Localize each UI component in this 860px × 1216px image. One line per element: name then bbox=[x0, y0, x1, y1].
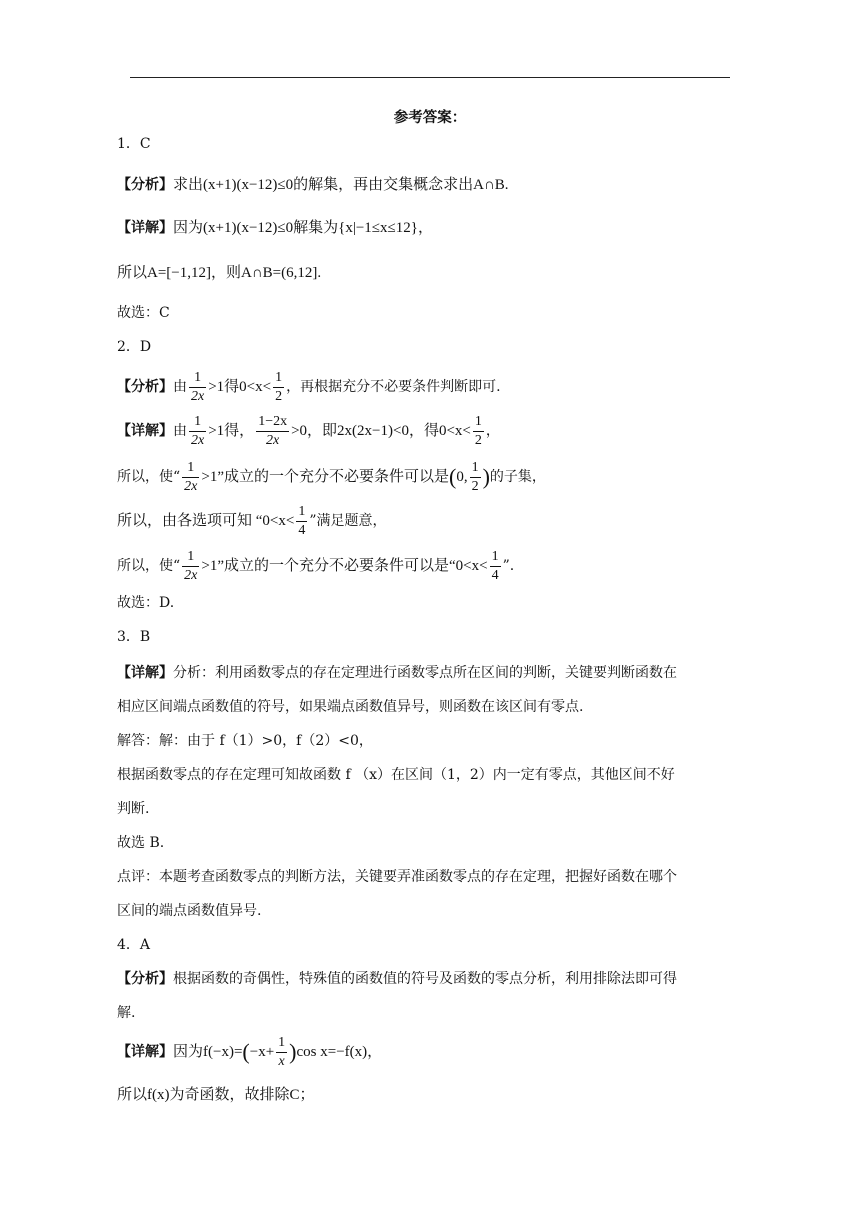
q1-choice: 故选：C bbox=[117, 305, 170, 321]
q4-line: 所以f(x)为奇函数，故排除C； bbox=[117, 1087, 315, 1103]
q2-line3-part: 所以，使“ bbox=[117, 469, 181, 485]
q4-number: 4．A bbox=[117, 937, 151, 953]
q2-analysis bbox=[117, 368, 501, 406]
q1-detail bbox=[117, 218, 433, 238]
q3-number: 3．B bbox=[117, 629, 151, 645]
q3-line: 解答：解：由于 f（1）>0，f（2）<0， bbox=[117, 733, 373, 749]
fraction bbox=[473, 415, 484, 448]
fraction-numerator: 1 bbox=[490, 550, 501, 567]
fraction-numerator: 1 bbox=[470, 461, 481, 478]
q2-detail-part: ， bbox=[485, 423, 500, 439]
q4-detail bbox=[117, 1033, 382, 1071]
q2-line5 bbox=[117, 547, 514, 585]
q2-analysis-part: >1得0<x< bbox=[208, 379, 272, 395]
fraction-denominator: x bbox=[278, 1053, 285, 1069]
fraction-numerator: 1−2x bbox=[256, 415, 289, 432]
q2-line4 bbox=[117, 502, 387, 540]
q2-line4-part: ”满足题意， bbox=[309, 513, 387, 529]
q1-conclusion: 所以A=[−1,12]，则A∩B=(6,12]. bbox=[117, 265, 322, 281]
q3-line: 分析：利用函数零点的存在定理进行函数零点所在区间的判断，关键要判断函数在 bbox=[173, 665, 677, 681]
q2-line3-part: >1”成立的一个充分不必要条件可以是 bbox=[201, 469, 450, 485]
fraction bbox=[256, 415, 289, 448]
fraction bbox=[490, 550, 501, 583]
fraction-denominator: 2 bbox=[474, 432, 482, 448]
q2-detail-part: >0，即2x(2x−1)<0，得0<x< bbox=[291, 423, 471, 439]
fraction bbox=[296, 505, 307, 538]
fraction-denominator: 2x bbox=[191, 388, 205, 404]
q2-line5-part: >1”成立的一个充分不必要条件可以是“0<x< bbox=[201, 558, 488, 574]
q1-analysis-text: 求出(x+1)(x−12)≤0的解集，再由交集概念求出A∩B. bbox=[173, 177, 509, 193]
fraction-denominator: 4 bbox=[491, 567, 499, 583]
q4-detail-part: 因为f(−x)= bbox=[173, 1044, 243, 1060]
q3-detail bbox=[117, 663, 677, 683]
detail-label: 【详解】 bbox=[117, 665, 173, 681]
q2-detail-part: 由 bbox=[173, 423, 187, 439]
fraction-numerator: 1 bbox=[189, 371, 206, 388]
q1-detail-text: 因为(x+1)(x−12)≤0解集为{x|−1≤x≤12}， bbox=[173, 220, 433, 236]
detail-label: 【详解】 bbox=[117, 423, 173, 439]
fraction bbox=[182, 550, 199, 583]
paren-right: ) bbox=[289, 1039, 297, 1064]
fraction bbox=[470, 461, 481, 494]
paren-left: ( bbox=[449, 464, 457, 489]
q3-line: 故选 B. bbox=[117, 835, 165, 851]
fraction bbox=[189, 371, 206, 404]
detail-label: 【详解】 bbox=[117, 1044, 173, 1060]
q3-line: 相应区间端点函数值的符号，如果端点函数值异号，则函数在该区间有零点. bbox=[117, 699, 584, 715]
q2-line5-part: 所以，使“ bbox=[117, 558, 181, 574]
q3-line: 区间的端点函数值异号. bbox=[117, 903, 262, 919]
fraction-denominator: 2x bbox=[184, 478, 198, 494]
q2-detail bbox=[117, 412, 500, 450]
fraction bbox=[273, 371, 284, 404]
analysis-label: 【分析】 bbox=[117, 177, 173, 193]
analysis-label: 【分析】 bbox=[117, 971, 173, 987]
q3-line: 根据函数零点的存在定理可知故函数 f （x）在区间（1，2）内一定有零点，其他区间不好 bbox=[117, 767, 675, 783]
q4-line: 根据函数的奇偶性，特殊值的函数值的符号及函数的零点分析，利用排除法即可得 bbox=[173, 971, 677, 987]
q2-line5-part: ”. bbox=[502, 558, 515, 574]
paren-left: ( bbox=[242, 1039, 250, 1064]
fraction-numerator: 1 bbox=[182, 461, 199, 478]
q2-line3-part: 的子集， bbox=[489, 469, 546, 485]
q2-detail-part: >1得， bbox=[208, 423, 255, 439]
analysis-label: 【分析】 bbox=[117, 379, 173, 395]
q2-number: 2．D bbox=[117, 339, 152, 355]
fraction-denominator: 2x bbox=[266, 432, 280, 448]
fraction-numerator: 1 bbox=[296, 505, 307, 522]
q3-line: 点评：本题考查函数零点的判断方法，关键要弄准函数零点的存在定理，把握好函数在哪个 bbox=[117, 869, 677, 885]
q2-analysis-part: ，再根据充分不必要条件判断即可. bbox=[286, 379, 501, 395]
q1-number: 1．C bbox=[117, 136, 151, 152]
fraction-denominator: 2 bbox=[275, 388, 283, 404]
q4-analysis bbox=[117, 969, 677, 989]
fraction-numerator: 1 bbox=[276, 1036, 287, 1053]
fraction-numerator: 1 bbox=[473, 415, 484, 432]
detail-label: 【详解】 bbox=[117, 220, 173, 236]
fraction bbox=[182, 461, 199, 494]
q2-analysis-part: 由 bbox=[173, 379, 187, 395]
fraction bbox=[276, 1036, 287, 1069]
header-rule bbox=[130, 77, 730, 78]
q2-choice: 故选：D. bbox=[117, 595, 175, 611]
q1-analysis bbox=[117, 175, 509, 195]
fraction bbox=[189, 415, 206, 448]
q4-line: 解. bbox=[117, 1005, 136, 1021]
fraction-denominator: 2 bbox=[471, 478, 479, 494]
fraction-numerator: 1 bbox=[189, 415, 206, 432]
fraction-denominator: 2x bbox=[191, 432, 205, 448]
interval-start: 0, bbox=[456, 469, 468, 485]
fraction-denominator: 2x bbox=[184, 567, 198, 583]
paren-right: ) bbox=[482, 464, 490, 489]
q4-detail-part: cos x=−f(x)， bbox=[296, 1044, 383, 1060]
fraction-denominator: 4 bbox=[298, 522, 306, 538]
q2-line3 bbox=[117, 458, 546, 496]
fraction-numerator: 1 bbox=[182, 550, 199, 567]
fraction-numerator: 1 bbox=[273, 371, 284, 388]
q2-line4-part: 所以，由各选项可知 “0<x< bbox=[117, 513, 295, 529]
q4-detail-part: −x+ bbox=[249, 1044, 275, 1060]
page-title: 参考答案： bbox=[393, 110, 467, 126]
q3-line: 判断. bbox=[117, 801, 150, 817]
